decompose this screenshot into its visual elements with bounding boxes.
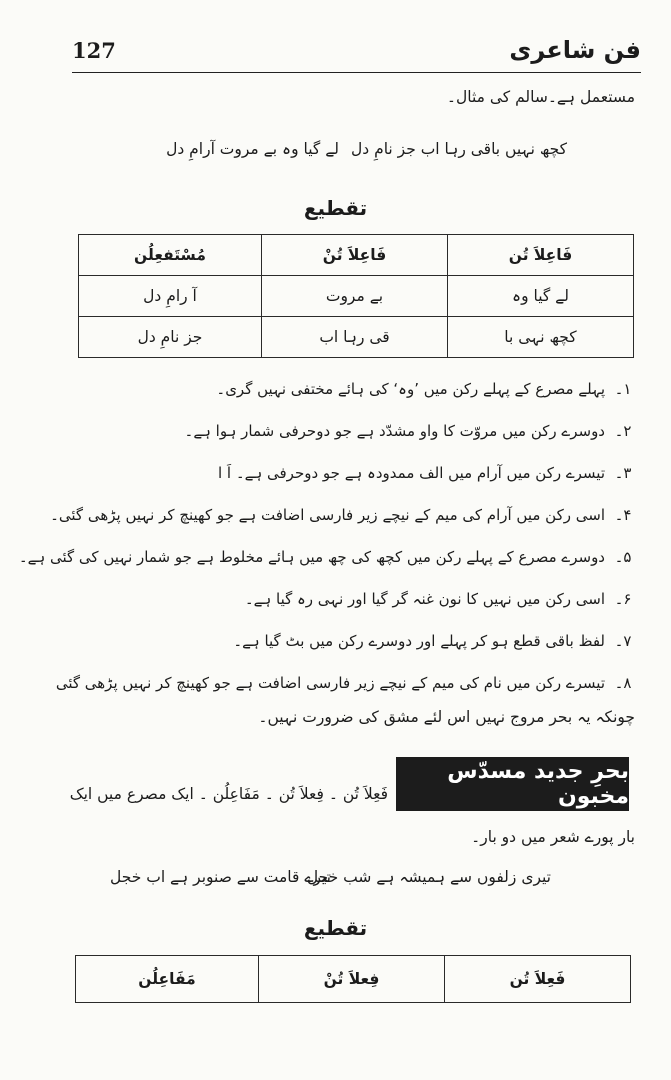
table-cell: جز نامِ دل xyxy=(79,317,262,358)
note-text: اسی رکن میں نہیں کا نون غنہ گر گیا اور نہی رہ گیا ہے۔ xyxy=(244,590,605,608)
header-rule xyxy=(72,72,641,73)
note-text: تیسرے رکن میں آرام میں الف ممدودہ ہے جو دوحرفی ہے۔ اَ ا xyxy=(218,464,605,482)
taqti-heading-2: تقطیع xyxy=(303,916,368,940)
note-text: لفظ باقی قطع ہو کر پہلے اور دوسرے رکن میں بٹ گیا ہے۔ xyxy=(233,632,605,650)
section-title: بحرِ جدید مسدّس مخبون xyxy=(447,759,629,809)
note-number: ۲۔ xyxy=(614,422,632,440)
section-desc-line1: فَعِلاَ تُن ۔ فِعلاَ تُن ۔ مَفَاعِلُن ۔ ایک مصرع میں ایک xyxy=(69,785,388,803)
table-row xyxy=(79,317,634,358)
list-item xyxy=(35,454,635,496)
note-number: ۱۔ xyxy=(614,380,632,398)
note-text: اسی رکن میں آرام کی میم کے نیچے زیر فارسی اضافت ہے جو کھینچ کر نہیں پڑھی گئی۔ xyxy=(50,506,605,524)
table-cell: کچھ نہی با xyxy=(448,317,634,358)
note-number: ۷۔ xyxy=(614,632,632,650)
table-header-row xyxy=(79,235,634,276)
table-cell: قی رہا اب xyxy=(262,317,448,358)
table-row xyxy=(79,276,634,317)
note-number: ۵۔ xyxy=(614,548,632,566)
page-number: 127 xyxy=(72,38,116,63)
list-item xyxy=(35,412,635,454)
note-text: پہلے مصرع کے پہلے رکن میں ’وہ‘ کی ہائے مختفی نہیں گری۔ xyxy=(216,380,605,398)
page-header xyxy=(72,34,641,68)
taqti-heading-1: تقطیع xyxy=(303,196,368,220)
table-cell: آ رامِ دل xyxy=(79,276,262,317)
table-cell: بے مروت xyxy=(262,276,448,317)
couplet1-misra2: کچھ نہیں باقی رہا اب جز نامِ دل xyxy=(351,140,568,158)
note-tail: چونکہ یہ بحر مروج نہیں اس لئے مشق کی ضرورت نہیں۔ xyxy=(258,708,635,726)
list-item xyxy=(35,664,635,706)
taqti-table-2 xyxy=(75,955,631,1003)
note-number: ۴۔ xyxy=(614,506,632,524)
couplet1-misra1: لے گیا وہ بے مروت آرامِ دل xyxy=(166,140,339,158)
note-text: دوسرے مصرع کے پہلے رکن میں کچھ کی چھ میں ہائے مخلوط ہے جو شمار نہیں کی گئی ہے۔ xyxy=(18,548,605,566)
table-header-cell: فَاعِلاَ تُنْ xyxy=(262,235,448,276)
list-item xyxy=(18,538,635,580)
note-number: ۸۔ xyxy=(614,674,632,692)
section-desc-line2: بار پورے شعر میں دو بار۔ xyxy=(471,828,635,846)
section-banner xyxy=(396,757,629,811)
list-item xyxy=(35,580,635,622)
table-header-cell: فَعِلاَ تُن xyxy=(445,956,631,1003)
note-text: تیسرے رکن میں نام کی میم کے نیچے زیر فارسی اضافت ہے جو کھینچ کر نہیں پڑھی گئی xyxy=(55,674,605,692)
table-header-cell: فَاعِلاَ تُن xyxy=(448,235,634,276)
couplet2-misra2: تیری زلفوں سے ہمیشہ ہے شب خجل xyxy=(306,868,551,886)
taqti-table-1 xyxy=(78,234,634,358)
notes-list xyxy=(18,370,635,706)
note-number: ۶۔ xyxy=(614,590,632,608)
page-title: فن شاعری xyxy=(509,36,641,64)
list-item xyxy=(35,370,635,412)
table-cell: لے گیا وہ xyxy=(448,276,634,317)
note-number: ۳۔ xyxy=(614,464,632,482)
list-item xyxy=(35,622,635,664)
table-header-cell: مَفَاعِلُن xyxy=(76,956,259,1003)
intro-line: مستعمل ہے۔سالم کی مثال۔ xyxy=(446,88,635,106)
couplet2-misra1: تیرے قامت سے صنوبر ہے اب خجل xyxy=(109,868,331,886)
note-text: دوسرے رکن میں مروّت کا واو مشدّد ہے جو دوحرفی شمار ہوا ہے۔ xyxy=(184,422,605,440)
table-header-cell: فِعلاَ تُنْ xyxy=(259,956,445,1003)
table-header-cell: مُسْتَفعِلُن xyxy=(79,235,262,276)
table-header-row xyxy=(76,956,631,1003)
list-item xyxy=(35,496,635,538)
